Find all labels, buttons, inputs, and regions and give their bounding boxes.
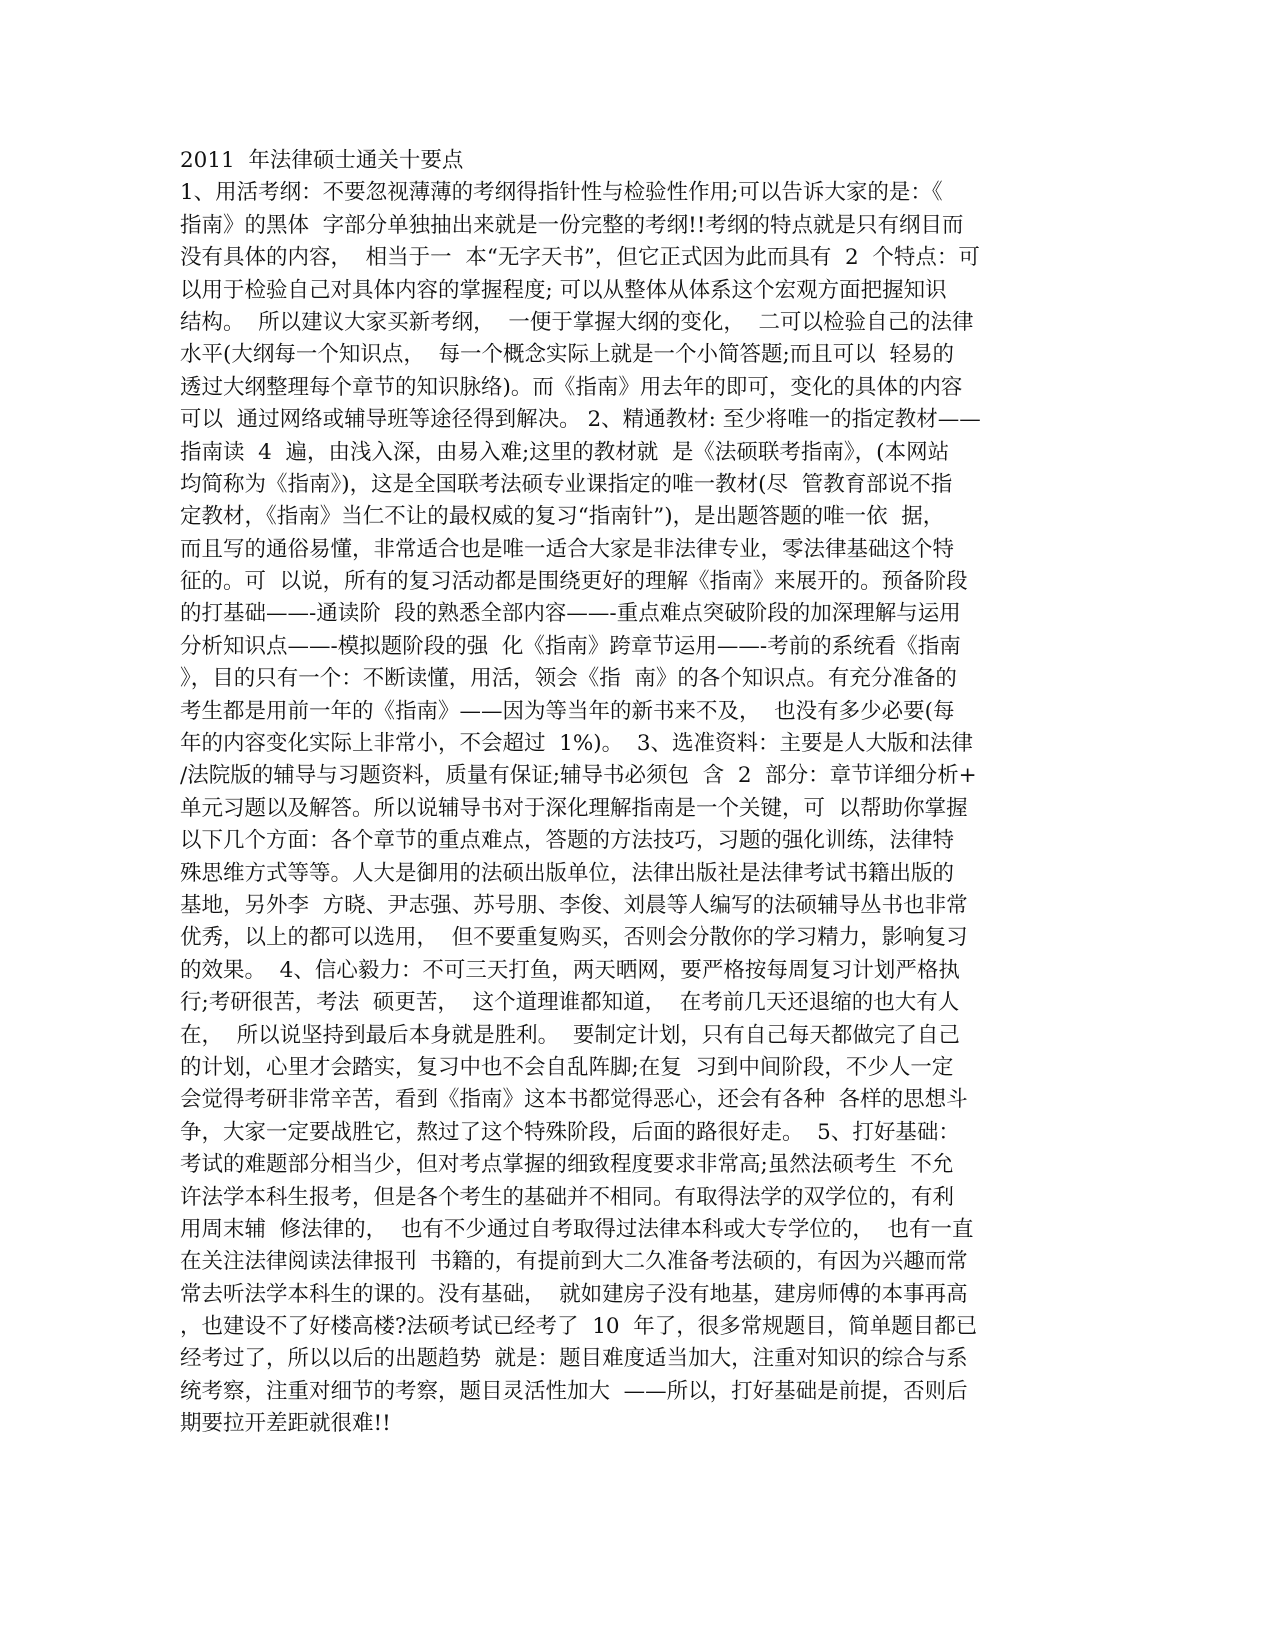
text-line: 以下几个方面：各个章节的重点难点，答题的方法技巧，习题的强化训练，法律特 (180, 828, 955, 854)
text-line: 考生都是用前一年的《指南》——因为等当年的新书来不及， 也没有多少必要(每 (180, 698, 955, 724)
text-line: 征的。可 以说，所有的复习活动都是围绕更好的理解《指南》来展开的。预备阶段 (180, 569, 968, 595)
text-line: 透过大纲整理每个章节的知识脉络)。而《指南》用去年的即可，变化的具体的内容 (180, 374, 963, 400)
document-body (180, 145, 1060, 1441)
text-line: 在关注法律阅读法律报刊 书籍的，有提前到大二久准备考法硕的，有因为兴趣而常 (180, 1249, 968, 1275)
text-line: 没有具体的内容， 相当于一 本“无字天书”，但它正式因为此而具有 2 个特点：可 (180, 245, 980, 271)
text-line: /法院版的辅导与习题资料，质量有保证;辅导书必须包 含 2 部分：章节详细分析+ (180, 763, 977, 789)
text-line: 基地，另外李 方晓、尹志强、苏号朋、李俊、刘晨等人编写的法硕辅导丛书也非常 (180, 892, 968, 918)
text-line: 定教材，《指南》当仁不让的最权威的复习“指南针”)，是出题答题的唯一依 据， (180, 504, 945, 530)
text-line: 在， 所以说坚持到最后本身就是胜利。 要制定计划，只有自己每天都做完了自己 (180, 1022, 960, 1048)
text-line: 结构。 所以建议大家买新考纲， 一便于掌握大纲的变化， 二可以检验自己的法律 (180, 309, 974, 335)
text-line: 指南读 4 遍，由浅入深，由易入难;这里的教材就 是《法硕联考指南》，(本网站 (180, 439, 950, 465)
text-line: 年的内容变化实际上非常小，不会超过 1%)。 3、选准资料：主要是人大版和法律 (180, 731, 974, 757)
text-line: 以用于检验自己对具体内容的掌握程度; 可以从整体从体系这个宏观方面把握知识 (180, 277, 947, 303)
text-line: 行;考研很苦，考法 硕更苦， 这个道理谁都知道， 在考前几天还退缩的也大有人 (180, 990, 960, 1016)
document-title: 2011 年法律硕士通关十要点 (180, 148, 464, 173)
text-line: 的效果。 4、信心毅力：不可三天打鱼，两天晒网，要严格按每周复习计划严格执 (180, 957, 960, 983)
text-line: 优秀，以上的都可以选用， 但不要重复购买，否则会分散你的学习精力，影响复习 (180, 925, 968, 951)
text-line: 经考过了，所以以后的出题趋势 就是：题目难度适当加大，注重对知识的综合与系 (180, 1346, 968, 1372)
text-line: 考试的难题部分相当少，但对考点掌握的细致程度要求非常高;虽然法硕考生 不允 (180, 1152, 954, 1178)
text-line: 殊思维方式等等。人大是御用的法硕出版单位，法律出版社是法律考试书籍出版的 (180, 860, 955, 886)
text-line: 1、用活考纲：不要忽视薄薄的考纲得指针性与检验性作用;可以告诉大家的是：《 (180, 180, 943, 206)
text-line: 的计划，心里才会踏实，复习中也不会自乱阵脚;在复 习到中间阶段，不少人一定 (180, 1054, 954, 1080)
text-line: ，也建设不了好楼高楼?法硕考试已经考了 10 年了，很多常规题目，简单题目都已 (180, 1314, 978, 1340)
text-line: 均简称为《指南》)，这是全国联考法硕专业课指定的唯一教材(尽 管教育部说不指 (180, 471, 953, 497)
text-line: 单元习题以及解答。所以说辅导书对于深化理解指南是一个关键，可 以帮助你掌握 (180, 795, 968, 821)
text-line: 会觉得考研非常辛苦，看到《指南》这本书都觉得恶心，还会有各种 各样的思想斗 (180, 1087, 968, 1113)
text-line: 》，目的只有一个：不断读懂，用活，领会《指 南》的各个知识点。有充分准备的 (180, 666, 957, 692)
text-line: 用周末辅 修法律的， 也有不少通过自考取得过法律本科或大专学位的， 也有一直 (180, 1216, 974, 1242)
text-line: 指南》的黑体 字部分单独抽出来就是一份完整的考纲!!考纲的特点就是只有纲目而 (180, 212, 964, 238)
text-line: 的打基础——-通读阶 段的熟悉全部内容——-重点难点突破阶段的加深理解与运用 (180, 601, 961, 627)
text-line: 统考察，注重对细节的考察，题目灵活性加大 ——所以，打好基础是前提，否则后 (180, 1378, 968, 1404)
text-line: 争，大家一定要战胜它，熬过了这个特殊阶段，后面的路很好走。 5、打好基础： (180, 1119, 960, 1145)
text-line: 分析知识点——-模拟题阶段的强 化《指南》跨章节运用——-考前的系统看《指南 (180, 633, 961, 659)
text-line: 期要拉开差距就很难!! (180, 1411, 391, 1437)
document-paragraph (180, 177, 1060, 1440)
text-line: 水平(大纲每一个知识点， 每一个概念实际上就是一个小简答题;而且可以 轻易的 (180, 342, 954, 368)
text-line: 许法学本科生报考，但是各个考生的基础并不相同。有取得法学的双学位的，有利 (180, 1184, 955, 1210)
text-line: 常去听法学本科生的课的。没有基础， 就如建房子没有地基，建房师傅的本事再高 (180, 1281, 968, 1307)
text-line: 可以 通过网络或辅导班等途径得到解决。 2、精通教材: 至少将唯一的指定教材—— (180, 407, 981, 433)
text-line: 而且写的通俗易懂，非常适合也是唯一适合大家是非法律专业，零法律基础这个特 (180, 536, 955, 562)
